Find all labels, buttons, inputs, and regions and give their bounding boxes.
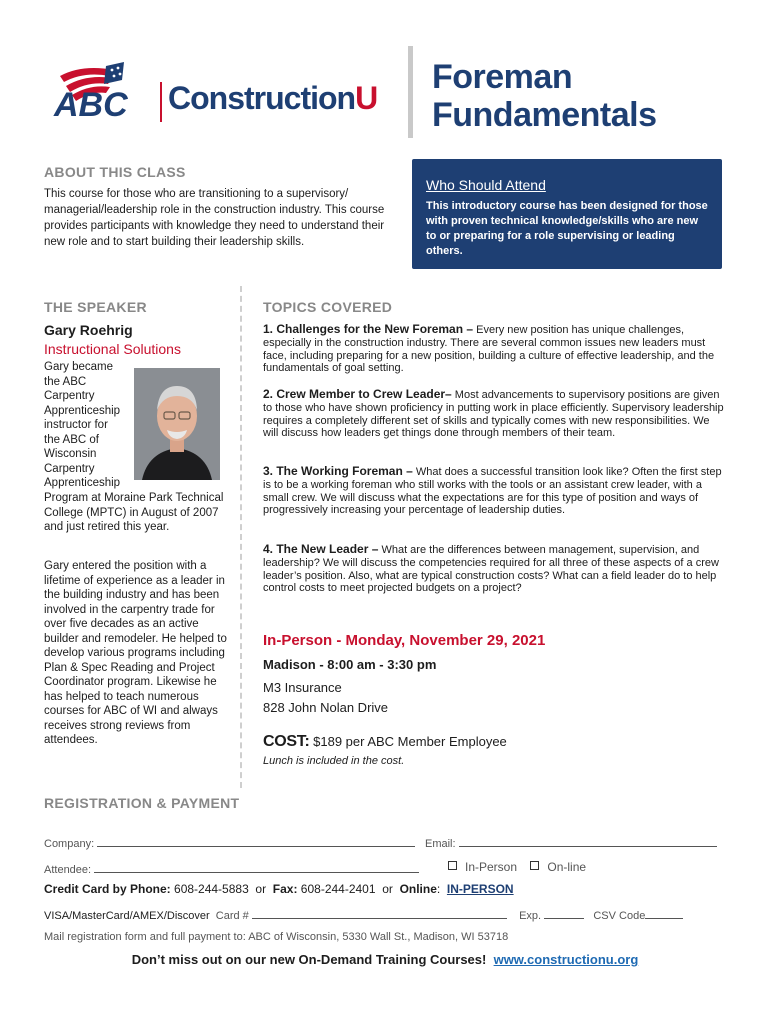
card-number-label: Card # (209, 910, 249, 922)
csv-label: CSV Code (593, 910, 646, 922)
footer-website-link[interactable]: www.constructionu.org (493, 952, 639, 967)
registration-heading: REGISTRATION & PAYMENT (44, 795, 240, 811)
company-label: Company: (44, 838, 95, 850)
abc-flag-logo-icon (52, 62, 160, 122)
speaker-bio-part-2: Program at Moraine Park Technical College (MPTC) in August of 2007 and just retired this year. (44, 492, 224, 533)
speaker-photo (134, 368, 220, 480)
or-separator: or (375, 882, 400, 896)
who-should-attend-body: This introductory course has been designed for those with proven technical knowledge/skills who are new to or preparing for a role supervising or leading others. (426, 200, 708, 257)
online-registration-link[interactable]: IN-PERSON (446, 882, 514, 896)
title-line-2: Fundamentals (432, 96, 657, 134)
topic-item (263, 543, 725, 595)
mail-note: Mail registration form and full payment to: ABC of Wisconsin, 5330 Wall St., Madison, WI 53718 (44, 931, 509, 943)
topic-title: 4. The New Leader – (263, 542, 379, 556)
payment-methods-row (44, 882, 514, 896)
page-title (432, 58, 656, 134)
online-label: On-line (547, 860, 587, 874)
accepted-cards: VISA/MasterCard/AMEX/Discover (44, 910, 210, 922)
speaker-bio-part-3: Gary entered the position with a lifetime of experience as a leader in the building industry and has been involved in the carpentry trade for over five decades as an active builder and remodeler. He helped to develop various programs including Plan & Spec Reading and Project Coordinator program. Likewise he has helped to teach numerous courses for ABC of WI and always receives strong reviews from attendees. (44, 560, 227, 746)
fax-value: 608-244-2401 (297, 882, 376, 896)
exp-field[interactable] (544, 908, 584, 919)
in-person-label: In-Person (465, 860, 518, 874)
email-row (425, 836, 717, 850)
fax-label: Fax: (272, 882, 298, 896)
venue-name: M3 Insurance (263, 680, 342, 695)
column-divider (240, 286, 244, 788)
attendee-row (44, 862, 419, 876)
speaker-organization: Instructional Solutions (44, 341, 181, 357)
company-row (44, 836, 415, 850)
online-payment-label: Online (399, 882, 437, 896)
title-line-1: Foreman (432, 58, 573, 96)
topic-item (263, 323, 725, 375)
topic-title: 1. Challenges for the New Foreman – (263, 322, 474, 336)
wordmark-construction: Construction (168, 80, 356, 116)
wordmark-u: U (355, 80, 378, 116)
email-label: Email: (425, 838, 456, 850)
cost-value: $189 per ABC Member Employee (309, 734, 507, 749)
about-heading: ABOUT THIS CLASS (44, 164, 186, 180)
speaker-bio-part-1: Gary became the ABC Carpentry Apprenticeship instructor for the ABC of Wisconsin Carpentry Apprenticeship (44, 361, 121, 489)
speaker-portrait-icon (134, 368, 220, 480)
csv-field[interactable] (645, 908, 683, 919)
event-date: In-Person - Monday, November 29, 2021 (263, 632, 546, 649)
topic-item (263, 465, 725, 517)
event-time: Madison - 8:00 am - 3:30 pm (263, 657, 437, 672)
topic-text: Every new position has unique challenges, especially in the construction industry. There are several common issues new leaders must face, including preparing for a new position, building a culture of effective leadership, and the fundamentals of goal setting. (263, 324, 715, 375)
phone-value: 608-244-5883 (170, 882, 249, 896)
company-field[interactable] (97, 836, 415, 847)
construction-u-wordmark (168, 80, 377, 117)
header-vertical-rule (408, 46, 413, 138)
logo-divider (160, 82, 162, 122)
venue-address: 828 John Nolan Drive (263, 700, 389, 715)
about-body: This course for those who are transitioning to a supervisory/ managerial/leadership role in the construction industry. This course provides participants with knowledge they need to understand their new role and to start building their leadership skills. (44, 188, 385, 248)
online-checkbox[interactable] (530, 861, 539, 870)
topic-text: What are the differences between management, supervision, and leadership? We will discuss the competencies required for all three of these aspects of a crew leader’s position. Also, what are typical construction costs? What can a field leader do to help control costs to meet projected budgets on a project? (263, 544, 719, 595)
card-number-field[interactable] (252, 908, 507, 919)
footer-cta (0, 952, 770, 967)
topic-text: Most advancements to supervisory positions are given to those who have shown proficiency in putting work in place efficiently. Supervisory leadership requires a completely different set of skills and typically comes with new responsibilities. We will discuss how leaders get things done through members of their team. (263, 389, 724, 440)
topic-item (263, 388, 725, 440)
attendee-label: Attendee: (44, 864, 92, 876)
phone-label: Credit Card by Phone: (44, 882, 171, 896)
online-colon: : (436, 882, 447, 896)
cost-line (263, 733, 507, 751)
topics-heading: TOPICS COVERED (263, 299, 393, 315)
speaker-heading: THE SPEAKER (44, 299, 147, 315)
speaker-name: Gary Roehrig (44, 322, 133, 338)
topic-title: 3. The Working Foreman – (263, 464, 413, 478)
exp-label: Exp. (519, 910, 542, 922)
who-should-attend-title: Who Should Attend (426, 177, 546, 193)
cost-label: COST: (263, 733, 310, 750)
card-row (44, 908, 683, 922)
footer-cta-text: Don’t miss out on our new On-Demand Training Courses! (131, 952, 494, 967)
attendee-field[interactable] (94, 862, 419, 873)
email-field[interactable] (459, 836, 717, 847)
in-person-checkbox[interactable] (448, 861, 457, 870)
attendance-options (448, 860, 586, 874)
topic-text: What does a successful transition look like? Often the first step is to be a working foreman who still works with the tools or an assistant crew leader, with a small crew. We will discuss what the expectations are for this type of position and ways of progressively increasing your percentage of leadership duties. (263, 466, 722, 517)
topic-title: 2. Crew Member to Crew Leader– (263, 387, 452, 401)
svg-text:ABC: ABC (54, 86, 128, 122)
or-separator: or (248, 882, 273, 896)
lunch-note: Lunch is included in the cost. (263, 755, 405, 767)
